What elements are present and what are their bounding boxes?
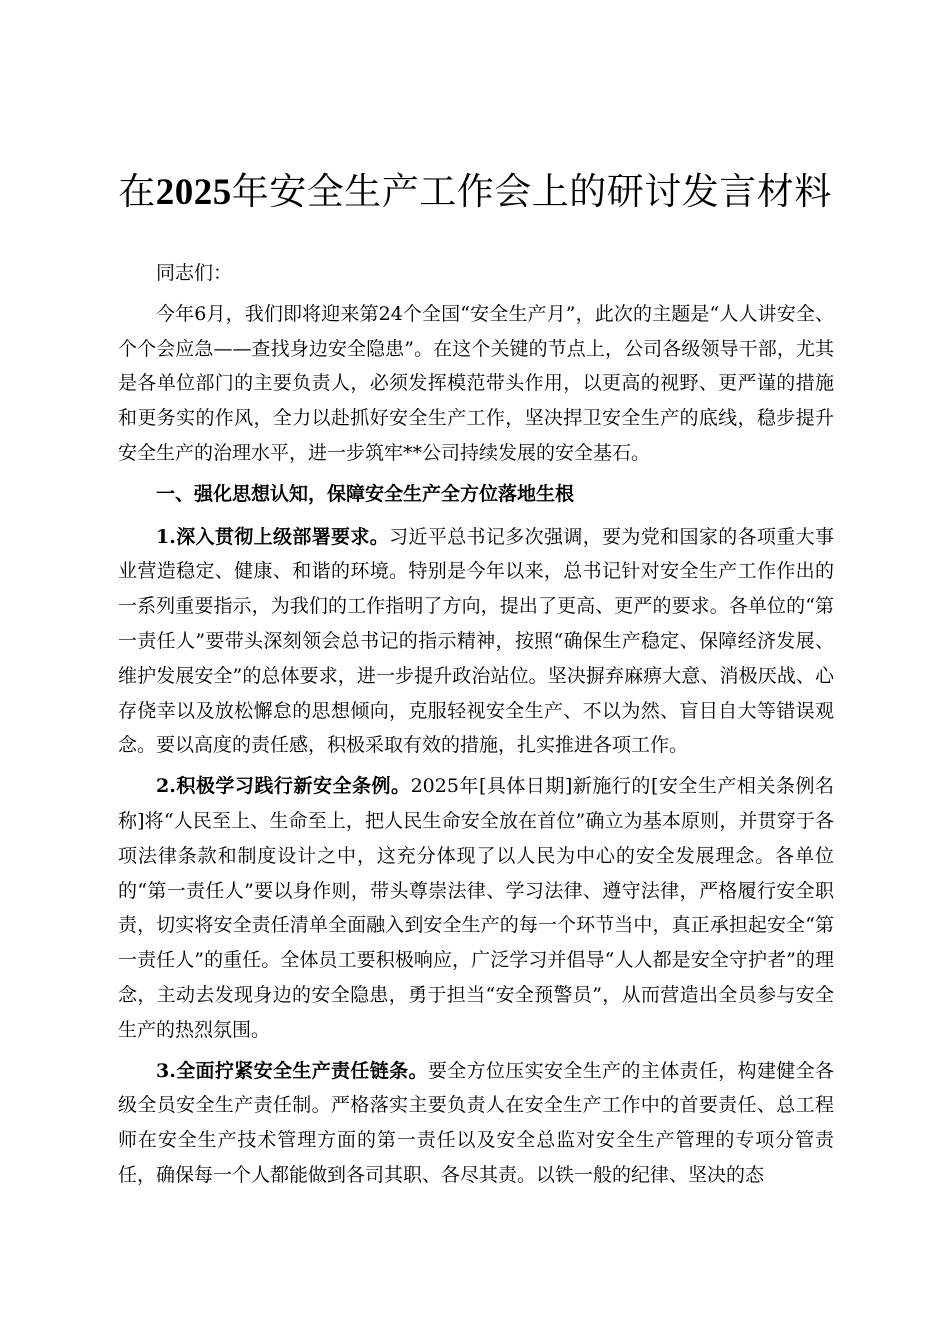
item-3-text: 要全方位压实安全生产的主体责任，构建健全各级全员安全生产责任制。严格落实主要负责人在安全生产工作中的首要责任、总工程师在安全生产技术管理方面的第一责任以及安全总监对安全生产管理的专项分管责任，确保每一个人都能做到各司其职、各尽其责。以铁一般的纪律、坚决的态 (118, 1059, 834, 1186)
document-title (0, 168, 950, 217)
item-2-lead: 2.积极学习践行新安全条例。 (156, 775, 411, 798)
section-heading-1: 一、强化思想认知，保障安全生产全方位落地生根 (156, 482, 575, 505)
item-3-lead: 3.全面拧紧安全生产责任链条。 (156, 1059, 428, 1082)
title-prefix: 在 (118, 170, 156, 213)
document-body (118, 256, 834, 1199)
title-year: 2025 (155, 172, 232, 213)
item-1-text: 习近平总书记多次强调，要为党和国家的各项重大事业营造稳定、健康、和谐的环境。特别是今年以来，总书记针对安全生产工作作出的一系列重要指示，为我们的工作指明了方向，提出了更高、更严的要求。各单位的“第一责任人”要带头深刻领会总书记的指示精神，按照“确保生产稳定、保障经济发展、维护发展安全”的总体要求，进一步提升政治站位。坚决摒弃麻痹大意、消极厌战、心存侥幸以及放松懈怠的思想倾向，克服轻视安全生产、不以为然、盲目自大等错误观念。要以高度的责任感，积极采取有效的措施，扎实推进各项工作。 (118, 525, 834, 757)
intro-paragraph: 今年6月，我们即将迎来第24个全国“安全生产月”，此次的主题是“人人讲安全、个个会应急——查找身边安全隐患”。在这个关键的节点上，公司各级领导干部，尤其是各单位部门的主要负责人，必须发挥模范带头作用，以更高的视野、更严谨的措施和更务实的作风，全力以赴抓好安全生产工作，坚决捍卫安全生产的底线，稳步提升安全生产的治理水平，进一步筑牢**公司持续发展的安全基石。 (118, 302, 834, 464)
item-paragraph-1 (118, 520, 834, 764)
item-2-text: 2025年[具体日期]新施行的[安全生产相关条例名称]将“人民至上、生命至上，把人民生命安全放在首位”确立为基本原则，并贯穿于各项法律条款和制度设计之中，这充分体现了以人民为中心的安全发展理念。各单位的“第一责任人”要以身作则，带头尊崇法律、学习法律、遵守法律，严格履行安全职责，切实将安全责任清单全面融入到安全生产的每一个环节当中，真正承担起安全“第一责任人”的重任。全体员工要积极响应，广泛学习并倡导“人人都是安全守护者”的理念，主动去发现身边的安全隐患，勇于担当“安全预警员”，从而营造出全员参与安全生产的热烈氛围。 (118, 775, 835, 1041)
item-paragraph-3 (118, 1054, 834, 1193)
title-suffix: 年安全生产工作会上的研讨发言材料 (231, 170, 832, 213)
item-1-lead: 1.深入贯彻上级部署要求。 (156, 525, 390, 548)
greeting: 同志们： (156, 262, 233, 284)
item-paragraph-2 (118, 769, 834, 1047)
